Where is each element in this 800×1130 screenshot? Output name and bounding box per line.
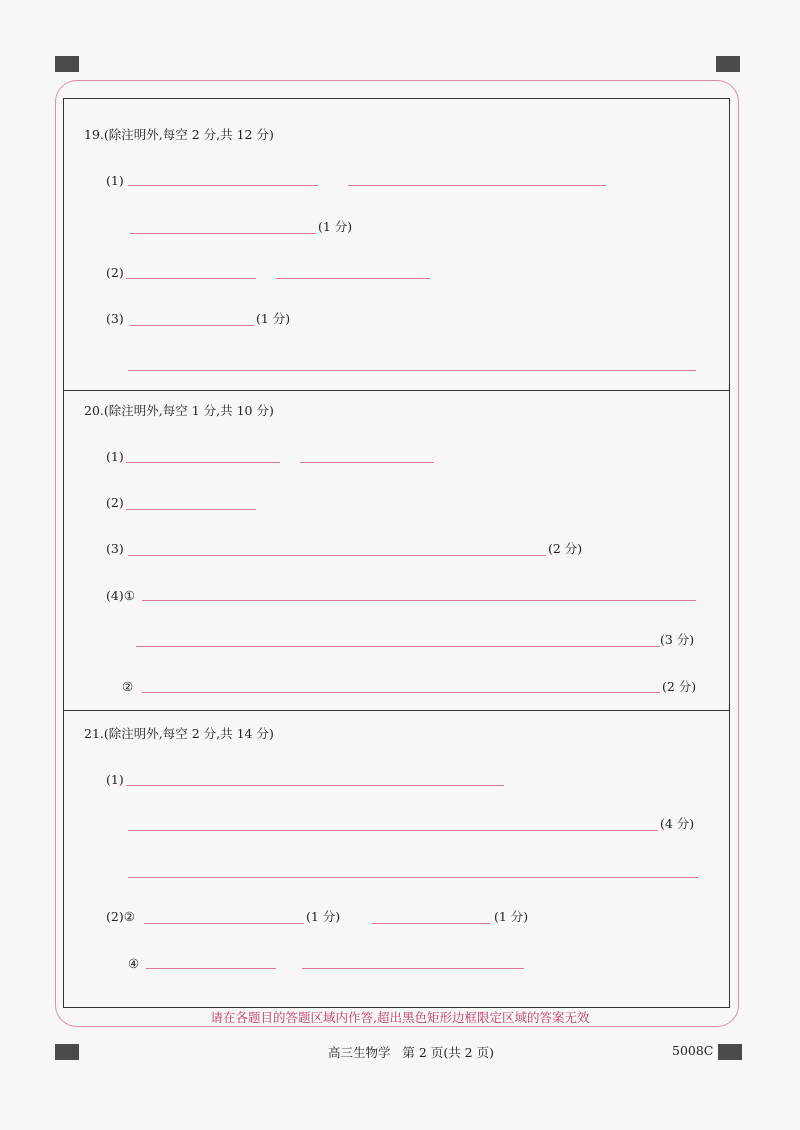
q21-part2-label: (2)② — [106, 909, 135, 924]
q19-part3-blank-b[interactable] — [128, 370, 696, 371]
q19-part1-score: (1 分) — [318, 219, 353, 234]
q19-part1-label: (1) — [106, 173, 124, 188]
q20-part1-blank-b[interactable] — [300, 462, 434, 463]
answer-area-notice: 请在各题目的答题区域内作答,超出黑色矩形边框限定区域的答案无效 — [210, 1010, 590, 1025]
question-20-header: 20.(除注明外,每空 1 分,共 10 分) — [84, 403, 274, 418]
section-divider-19-20 — [63, 390, 730, 391]
q20-part3-score: (2 分) — [548, 541, 583, 556]
q20-part4b-blank[interactable] — [142, 692, 660, 693]
q19-part3-blank-a[interactable] — [130, 325, 254, 326]
q19-part1-blank-b[interactable] — [348, 185, 606, 186]
q21-part1-score: (4 分) — [660, 816, 695, 831]
q20-part4-blank-b[interactable] — [136, 646, 660, 647]
answer-area-inner-frame — [63, 98, 730, 1008]
q21-part1-blank-a[interactable] — [126, 785, 504, 786]
q21-part2-blank-b[interactable] — [372, 923, 490, 924]
q20-part4-blank-a[interactable] — [142, 600, 696, 601]
q20-part1-label: (1) — [106, 449, 124, 464]
q21-part2b-score: (1 分) — [494, 909, 529, 924]
registration-mark-bottom-right — [718, 1044, 742, 1060]
q19-part3-score: (1 分) — [256, 311, 291, 326]
q20-part4b-score: (2 分) — [662, 679, 697, 694]
q21-part1-blank-b[interactable] — [128, 830, 658, 831]
page-footer-info: 高三生物学 第 2 页(共 2 页) — [328, 1045, 494, 1060]
q21-part2-blank-a[interactable] — [144, 923, 304, 924]
q21-part2c-blank-b[interactable] — [302, 968, 524, 969]
q21-part2c-blank-a[interactable] — [146, 968, 276, 969]
q21-part2c-label: ④ — [128, 956, 140, 971]
paper-code: 5008C — [672, 1043, 714, 1058]
question-21-header: 21.(除注明外,每空 2 分,共 14 分) — [84, 726, 274, 741]
q20-part4-label: (4)① — [106, 588, 135, 603]
q19-part2-blank-b[interactable] — [276, 278, 430, 279]
q21-part1-blank-c[interactable] — [128, 877, 698, 878]
q19-part3-label: (3) — [106, 311, 124, 326]
question-19-header: 19.(除注明外,每空 2 分,共 12 分) — [84, 127, 274, 142]
registration-mark-top-right — [716, 56, 740, 72]
q19-part2-blank-a[interactable] — [126, 278, 256, 279]
q19-part2-label: (2) — [106, 265, 124, 280]
q20-part3-blank[interactable] — [128, 555, 546, 556]
q20-part4b-label: ② — [122, 679, 134, 694]
q20-part4a-score: (3 分) — [660, 632, 695, 647]
q21-part2a-score: (1 分) — [306, 909, 341, 924]
registration-mark-bottom-left — [55, 1044, 79, 1060]
q19-part1-blank-c[interactable] — [130, 233, 316, 234]
q20-part1-blank-a[interactable] — [126, 462, 280, 463]
q20-part2-label: (2) — [106, 495, 124, 510]
section-divider-20-21 — [63, 710, 730, 711]
registration-mark-top-left — [55, 56, 79, 72]
q20-part3-label: (3) — [106, 541, 124, 556]
q21-part1-label: (1) — [106, 772, 124, 787]
q20-part2-blank[interactable] — [126, 509, 256, 510]
q19-part1-blank-a[interactable] — [128, 185, 318, 186]
